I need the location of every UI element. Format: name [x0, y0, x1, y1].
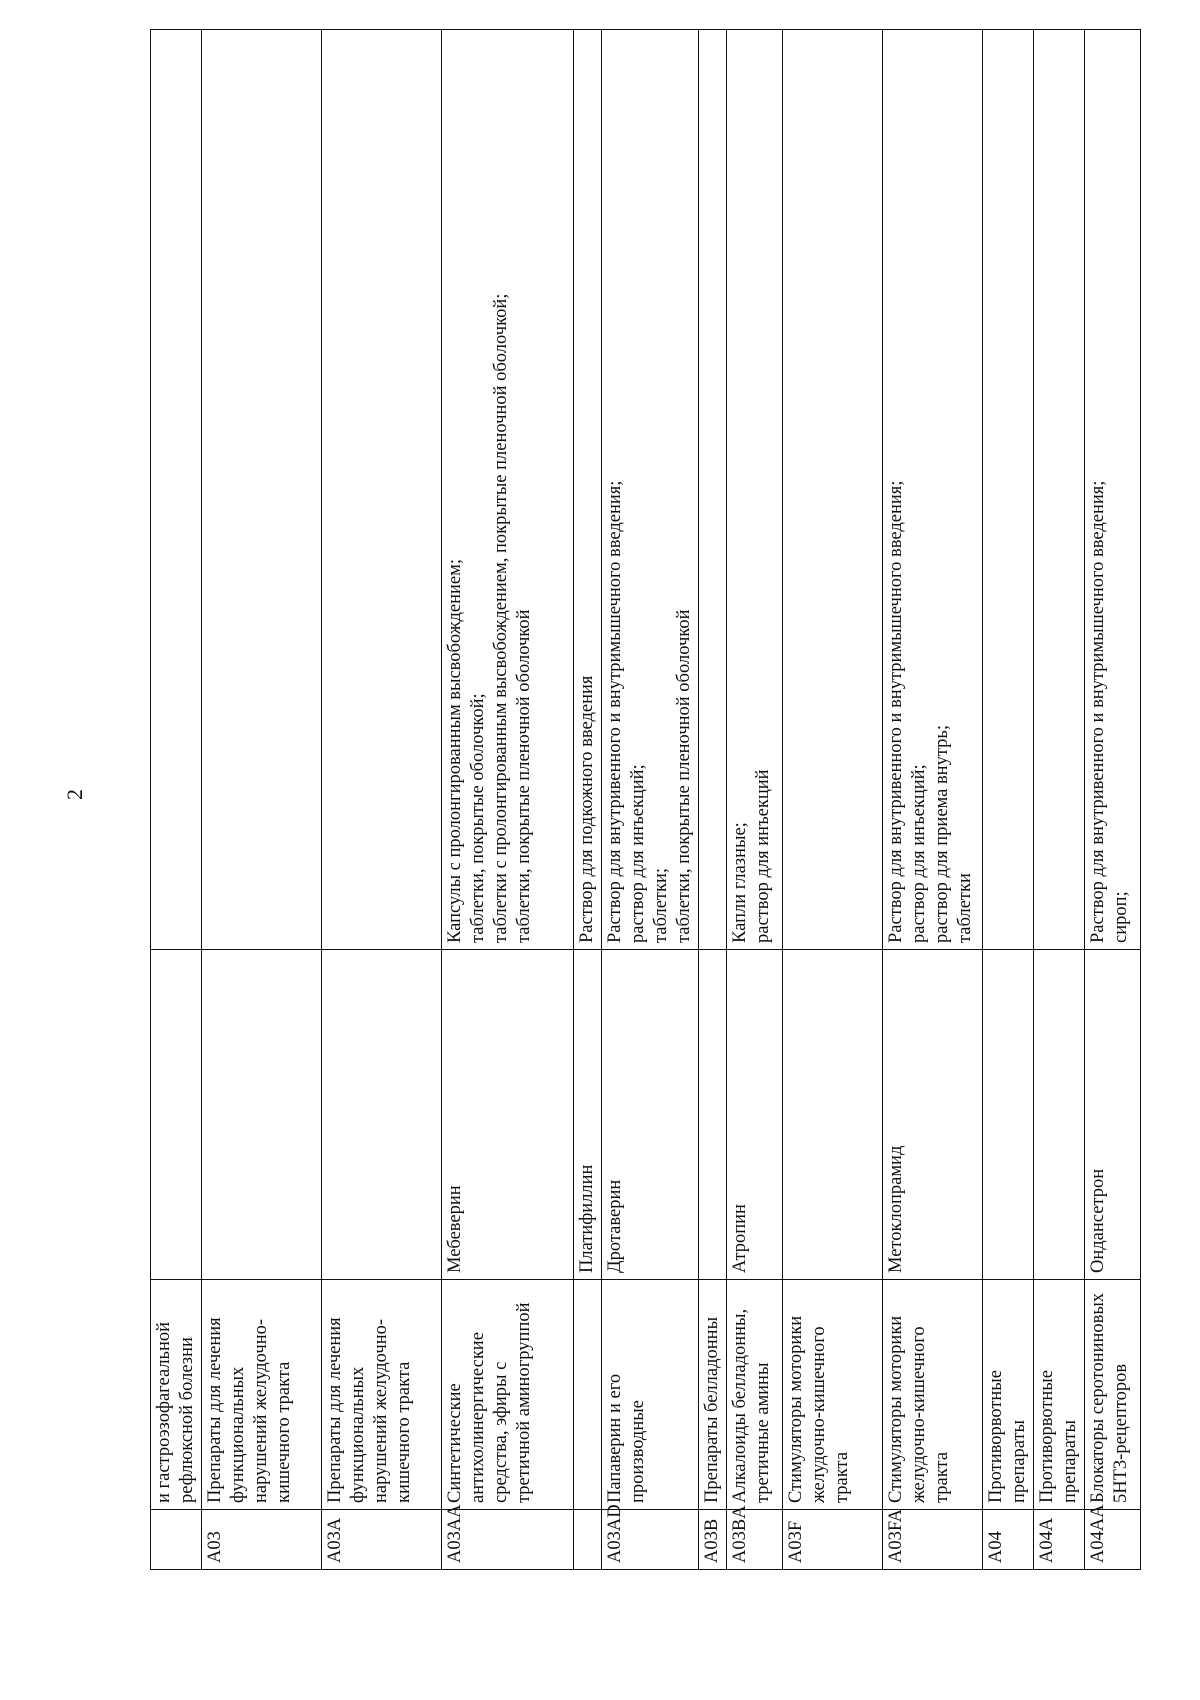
atc-code-cell: A03B: [699, 1510, 727, 1570]
dosage-form-line: раствор для инъекций;: [628, 764, 648, 943]
dosage-forms-cell: [983, 30, 1034, 950]
group-name-cell: Блокаторы серотониновых 5HT3-рецепторов: [1085, 1280, 1141, 1510]
page-number: 2: [62, 789, 87, 800]
dosage-forms-cell: [783, 30, 883, 950]
table-row: [699, 30, 727, 1570]
group-name-cell: и гастроэзофагеальной рефлюксной болезни: [151, 1280, 202, 1510]
drug-name-cell: [783, 950, 883, 1280]
atc-code-cell: [574, 1510, 602, 1570]
dosage-forms-cell: [574, 30, 602, 950]
dosage-forms-cell: [322, 30, 442, 950]
drug-name-cell: [322, 950, 442, 1280]
drug-name-cell: Метоклопрамид: [883, 950, 983, 1280]
dosage-form-line: Раствор для внутривенного и внутримышечного введения;: [1088, 480, 1108, 943]
table-row: [1085, 30, 1141, 1570]
atc-code-cell: A03AD: [602, 1510, 699, 1570]
dosage-forms-cell: [883, 30, 983, 950]
dosage-forms-cell: [1085, 30, 1141, 950]
group-name-cell: Стимуляторы моторики желудочно-кишечного тракта: [783, 1280, 883, 1510]
group-name-cell: Стимуляторы моторики желудочно-кишечного тракта: [883, 1280, 983, 1510]
atc-code-cell: A03FA: [883, 1510, 983, 1570]
dosage-form-line: таблетки, покрытые оболочкой;: [468, 693, 488, 943]
table-row: [442, 30, 574, 1570]
drug-table: [150, 29, 1141, 1570]
table-row: [322, 30, 442, 1570]
drug-name-cell: Мебеверин: [442, 950, 574, 1280]
drug-name-cell: Атропин: [727, 950, 783, 1280]
drug-name-cell: [983, 950, 1034, 1280]
dosage-form-line: раствор для инъекций;: [909, 764, 929, 943]
table-row: [151, 30, 202, 1570]
atc-code-cell: A04: [983, 1510, 1034, 1570]
drug-name-cell: Ондансетрон: [1085, 950, 1141, 1280]
dosage-forms-cell: [1034, 30, 1085, 950]
dosage-form-line: Капсулы с пролонгированным высвобождением;: [445, 559, 465, 943]
drug-name-cell: Дротаверин: [602, 950, 699, 1280]
dosage-forms-cell: [442, 30, 574, 950]
drug-name-cell: Платифиллин: [574, 950, 602, 1280]
rotated-table-container: [150, 30, 1131, 1570]
dosage-form-line: сироп;: [1111, 891, 1131, 943]
atc-code-cell: A04AA: [1085, 1510, 1141, 1570]
atc-code-cell: A04A: [1034, 1510, 1085, 1570]
group-name-cell: [574, 1280, 602, 1510]
group-name-cell: Препараты для лечения функциональных нарушений желудочно-кишечного тракта: [322, 1280, 442, 1510]
drug-name-cell: [202, 950, 322, 1280]
dosage-form-line: таблетки, покрытые пленочной оболочкой: [674, 609, 694, 943]
dosage-form-line: Раствор для подкожного введения: [577, 675, 597, 943]
table-row: [602, 30, 699, 1570]
atc-code-cell: A03F: [783, 1510, 883, 1570]
group-name-cell: Папаверин и его производные: [602, 1280, 699, 1510]
dosage-form-line: Раствор для внутривенного и внутримышечного введения;: [605, 480, 625, 943]
table-row: [574, 30, 602, 1570]
group-name-cell: Противорвотные препараты: [1034, 1280, 1085, 1510]
dosage-form-line: таблетки, покрытые пленочной оболочкой: [514, 609, 534, 943]
dosage-forms-cell: [699, 30, 727, 950]
atc-code-cell: A03AA: [442, 1510, 574, 1570]
drug-name-cell: [699, 950, 727, 1280]
atc-code-cell: A03A: [322, 1510, 442, 1570]
drug-name-cell: [151, 950, 202, 1280]
dosage-forms-cell: [202, 30, 322, 950]
group-name-cell: Алкалоиды белладонны, третичные амины: [727, 1280, 783, 1510]
dosage-form-line: Раствор для внутривенного и внутримышечного введения;: [886, 480, 906, 943]
dosage-forms-cell: [602, 30, 699, 950]
group-name-cell: Противорвотные препараты: [983, 1280, 1034, 1510]
table-row: [727, 30, 783, 1570]
table-row: [1034, 30, 1085, 1570]
table-row: [983, 30, 1034, 1570]
group-name-cell: Препараты для лечения функциональных нарушений желудочно-кишечного тракта: [202, 1280, 322, 1510]
drug-name-cell: [1034, 950, 1085, 1280]
dosage-form-line: раствор для инъекций: [753, 769, 773, 943]
table-row: [783, 30, 883, 1570]
dosage-form-line: таблетки: [955, 873, 975, 943]
dosage-form-line: Капли глазные;: [730, 822, 750, 943]
table-row: [202, 30, 322, 1570]
atc-code-cell: [151, 1510, 202, 1570]
group-name-cell: Препараты белладонны: [699, 1280, 727, 1510]
table-row: [883, 30, 983, 1570]
dosage-forms-cell: [151, 30, 202, 950]
group-name-cell: Синтетические антихолинергические средства, эфиры с третичной аминогруппой: [442, 1280, 574, 1510]
atc-code-cell: A03: [202, 1510, 322, 1570]
dosage-form-line: таблетки с пролонгированным высвобождением, покрытые пленочной оболочкой;: [491, 293, 511, 943]
dosage-form-line: раствор для приема внутрь;: [932, 725, 952, 943]
atc-code-cell: A03BA: [727, 1510, 783, 1570]
dosage-forms-cell: [727, 30, 783, 950]
dosage-form-line: таблетки;: [651, 867, 671, 943]
